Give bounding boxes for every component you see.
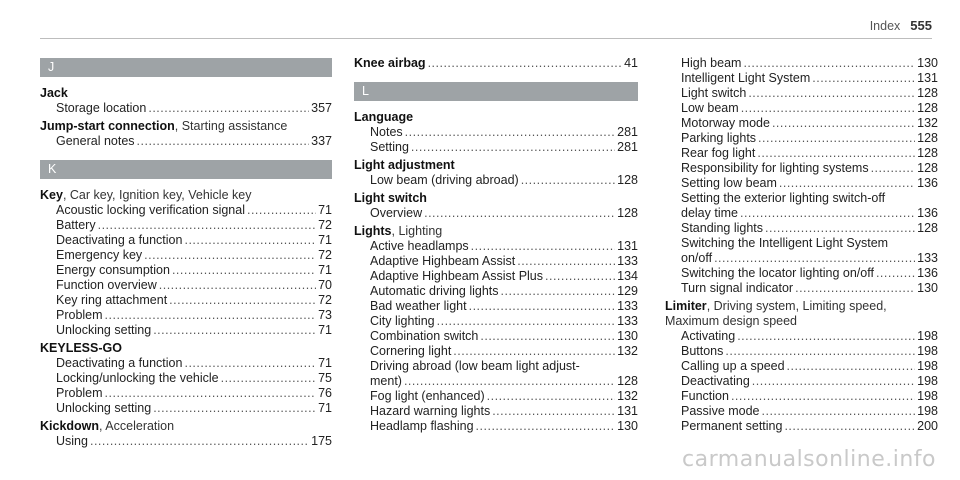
index-subentry-text: Function — [681, 389, 729, 403]
index-entry — [40, 119, 332, 149]
index-subentry — [40, 263, 332, 278]
index-subentry — [665, 101, 938, 116]
index-subentry-text: Locking/unlocking the vehicle — [56, 371, 219, 385]
dot-leader — [153, 401, 316, 416]
dot-leader — [476, 419, 616, 434]
dot-leader — [871, 161, 916, 176]
index-subentry — [354, 269, 638, 284]
dot-leader — [137, 134, 310, 149]
dot-leader — [428, 56, 623, 71]
index-subentry-text: Combination switch — [370, 329, 479, 343]
cross-references: Maximum design speed — [665, 314, 798, 328]
page-ref: 132 — [617, 389, 638, 403]
dot-leader — [105, 386, 317, 401]
index-subentry — [40, 371, 332, 386]
index-term: Limiter — [665, 299, 707, 313]
header-section-title: Index — [869, 19, 901, 33]
index-subentry-text: Deactivating a function — [56, 356, 183, 370]
dot-leader — [492, 404, 615, 419]
dot-leader — [90, 434, 309, 449]
index-subentry — [665, 404, 938, 419]
index-subentry — [665, 56, 938, 71]
page-ref: 198 — [917, 329, 938, 343]
index-subentry-text: Permanent setting — [681, 419, 783, 433]
letter-heading: L — [354, 82, 638, 101]
index-subentry — [354, 404, 638, 419]
index-subentry-text: Responsibility for lighting systems — [681, 161, 869, 175]
page-ref: 136 — [917, 206, 938, 220]
page-ref: 131 — [617, 239, 638, 253]
page-ref: 71 — [318, 233, 332, 247]
index-subentry-text: Unlocking setting — [56, 323, 152, 337]
index-subentry-text: Standing lights — [681, 221, 764, 235]
index-subentry-text: Adaptive Highbeam Assist Plus — [370, 269, 544, 283]
index-subentry — [665, 281, 938, 296]
index-entry — [40, 86, 332, 116]
page-ref: 198 — [917, 404, 938, 418]
index-subentry — [665, 71, 938, 86]
index-entry-heading — [354, 224, 638, 239]
watermark: carmanualsonline.info — [682, 447, 936, 472]
page-ref: 71 — [318, 263, 332, 277]
dot-leader — [172, 263, 316, 278]
index-entry-heading — [354, 56, 638, 71]
index-subentry — [40, 386, 332, 401]
dot-leader — [453, 344, 615, 359]
index-subentry — [665, 419, 938, 434]
page-ref: 132 — [917, 116, 938, 130]
page-ref: 198 — [917, 389, 938, 403]
index-subentry — [40, 323, 332, 338]
dot-leader — [221, 371, 316, 386]
index-subentry-text: delay time — [681, 206, 738, 220]
dot-leader — [876, 266, 915, 281]
index-subentry — [665, 221, 938, 236]
index-term: Lights — [354, 224, 392, 238]
page-ref: 71 — [318, 323, 332, 337]
index-term: Language — [354, 110, 414, 124]
page-ref: 71 — [318, 203, 332, 217]
index-entry-heading — [665, 299, 938, 314]
page-ref: 337 — [311, 134, 332, 148]
page-ref: 130 — [917, 56, 938, 70]
page-ref: 136 — [917, 266, 938, 280]
index-subentry — [665, 206, 938, 221]
dot-leader — [501, 284, 616, 299]
page-ref: 133 — [917, 251, 938, 265]
index-subentry-text: Emergency key — [56, 248, 143, 262]
dot-leader — [184, 233, 316, 248]
index-subentry — [354, 125, 638, 140]
page-ref: 134 — [617, 269, 638, 283]
dot-leader — [159, 278, 316, 293]
page-ref: 175 — [311, 434, 332, 448]
index-subentry — [40, 278, 332, 293]
header-rule — [40, 38, 932, 39]
dot-leader — [740, 206, 915, 221]
page-ref: 71 — [318, 401, 332, 415]
index-subentry — [665, 251, 938, 266]
dot-leader — [404, 374, 615, 389]
page-ref: 128 — [917, 146, 938, 160]
index-subentry-text: Fog light (enhanced) — [370, 389, 485, 403]
dot-leader — [784, 419, 915, 434]
index-subentry-text: Deactivating — [681, 374, 750, 388]
index-subentry-text: Overview — [370, 206, 423, 220]
dot-leader — [487, 389, 615, 404]
index-subentry — [40, 401, 332, 416]
index-entry — [40, 188, 332, 338]
index-subentry-text: Motorway mode — [681, 116, 770, 130]
page-ref: 70 — [318, 278, 332, 292]
index-entry — [354, 191, 638, 221]
page-ref: 130 — [917, 281, 938, 295]
dot-leader — [247, 203, 316, 218]
dot-leader — [762, 404, 916, 419]
page-ref: 128 — [917, 161, 938, 175]
page-ref: 200 — [917, 419, 938, 433]
dot-leader — [105, 308, 317, 323]
page-ref: 198 — [917, 374, 938, 388]
index-subentry — [665, 329, 938, 344]
dot-leader — [153, 323, 316, 338]
index-subentry — [354, 314, 638, 329]
dot-leader — [741, 101, 915, 116]
dot-leader — [545, 269, 615, 284]
index-subentry-text: Deactivating a function — [56, 233, 183, 247]
index-subentry — [354, 329, 638, 344]
index-column-1 — [40, 56, 332, 449]
index-entry — [665, 299, 938, 434]
page-ref: 198 — [917, 359, 938, 373]
page-ref: 133 — [617, 254, 638, 268]
index-subentry — [40, 434, 332, 449]
page-ref: 281 — [617, 140, 638, 154]
index-subentry-text: Low beam — [681, 101, 739, 115]
index-term: Key — [40, 188, 63, 202]
index-entry — [354, 56, 638, 71]
page-ref: 76 — [318, 386, 332, 400]
cross-references: , Lighting — [391, 224, 443, 238]
index-entry-heading — [40, 188, 332, 203]
page-ref: 75 — [318, 371, 332, 385]
index-subentry — [665, 86, 938, 101]
dot-leader — [743, 56, 915, 71]
cross-references: , Driving system, Limiting speed, — [706, 299, 887, 313]
page-ref: 128 — [617, 173, 638, 187]
index-subentry-text: Active headlamps — [370, 239, 469, 253]
page-ref: 41 — [624, 56, 638, 70]
index-subentry-text: Function overview — [56, 278, 157, 292]
page-ref: 130 — [617, 329, 638, 343]
index-subentry-text: Storage location — [56, 101, 147, 115]
page-ref: 128 — [917, 86, 938, 100]
index-subentry-text: Energy consumption — [56, 263, 170, 277]
index-term: Kickdown — [40, 419, 100, 433]
index-subentry — [354, 389, 638, 404]
index-entry-heading — [354, 158, 638, 173]
index-subentry-text: Buttons — [681, 344, 724, 358]
index-subentry — [40, 233, 332, 248]
index-subentry-text: Automatic driving lights — [370, 284, 499, 298]
dot-leader — [469, 299, 616, 314]
index-subentry — [40, 218, 332, 233]
index-subentry — [40, 293, 332, 308]
index-subentry — [40, 308, 332, 323]
page-ref: 129 — [617, 284, 638, 298]
page-ref: 128 — [917, 221, 938, 235]
index-subentry-text: Passive mode — [681, 404, 760, 418]
index-subentry-text: Switching the locator lighting on/off — [681, 266, 874, 280]
dot-leader — [471, 239, 615, 254]
page-ref: 73 — [318, 308, 332, 322]
index-subentry — [354, 299, 638, 314]
page-ref: 198 — [917, 344, 938, 358]
index-subentry-text: Headlamp flashing — [370, 419, 474, 433]
index-subentry — [665, 176, 938, 191]
index-subentry — [40, 101, 332, 116]
index-entry-heading — [40, 119, 332, 134]
index-column-3 — [665, 56, 938, 434]
index-entry — [354, 110, 638, 155]
index-subentry-text: Calling up a speed — [681, 359, 785, 373]
dot-leader — [405, 125, 615, 140]
index-subentry — [40, 203, 332, 218]
index-entry-heading — [40, 341, 332, 356]
index-subentry-text: ment) — [370, 374, 402, 388]
index-entry — [354, 224, 638, 434]
dot-leader — [184, 356, 316, 371]
dot-leader — [748, 86, 915, 101]
index-subentry — [665, 146, 938, 161]
index-subentry-text: City lighting — [370, 314, 435, 328]
index-subentry — [354, 173, 638, 188]
page-ref: 71 — [318, 356, 332, 370]
dot-leader — [725, 344, 915, 359]
index-term: Knee airbag — [354, 56, 426, 70]
page-ref: 132 — [617, 344, 638, 358]
index-subentry — [40, 248, 332, 263]
index-subentry — [354, 344, 638, 359]
page-ref: 128 — [917, 101, 938, 115]
index-subentry — [354, 206, 638, 221]
index-subentry — [665, 359, 938, 374]
index-subentry — [354, 254, 638, 269]
letter-heading: K — [40, 160, 332, 179]
index-entry — [354, 158, 638, 188]
index-term: Light switch — [354, 191, 427, 205]
index-subentry — [665, 389, 938, 404]
index-subentry — [40, 356, 332, 371]
dot-leader — [731, 389, 915, 404]
page-header — [870, 18, 932, 33]
dot-leader — [437, 314, 616, 329]
index-subentry-text: Switching the Intelligent Light System — [681, 236, 889, 250]
page-ref: 128 — [617, 374, 638, 388]
page-ref: 128 — [917, 131, 938, 145]
dot-leader — [480, 329, 615, 344]
index-subentry-text: Problem — [56, 386, 103, 400]
index-subentry-text: Hazard warning lights — [370, 404, 491, 418]
page-number: 555 — [910, 18, 932, 33]
index-subentry — [665, 131, 938, 146]
dot-leader — [758, 131, 915, 146]
dot-leader — [752, 374, 915, 389]
index-term: Jump-start connection — [40, 119, 175, 133]
page-ref: 136 — [917, 176, 938, 190]
index-entry — [40, 419, 332, 449]
page-ref: 130 — [617, 419, 638, 433]
dot-leader — [737, 329, 915, 344]
index-entry-heading — [40, 86, 332, 101]
index-subentry — [354, 284, 638, 299]
index-subentry — [354, 140, 638, 155]
index-subentry — [665, 116, 938, 131]
index-subentry-text: Setting the exterior lighting switch-off — [681, 191, 886, 205]
page-ref: 72 — [318, 218, 332, 232]
dot-leader — [148, 101, 309, 116]
index-subentry-text: Problem — [56, 308, 103, 322]
dot-leader — [169, 293, 316, 308]
dot-leader — [144, 248, 316, 263]
index-term: Light adjustment — [354, 158, 455, 172]
index-subentry-text: Acoustic locking verification signal — [56, 203, 245, 217]
index-term: Jack — [40, 86, 68, 100]
index-subentry-text: Low beam (driving abroad) — [370, 173, 519, 187]
index-subentry-text: Unlocking setting — [56, 401, 152, 415]
index-subentry-text: Rear fog light — [681, 146, 756, 160]
index-subentry-text: Using — [56, 434, 88, 448]
index-subentry — [665, 161, 938, 176]
letter-heading: J — [40, 58, 332, 77]
index-subentry-text: Adaptive Highbeam Assist — [370, 254, 516, 268]
index-subentry-text: Cornering light — [370, 344, 452, 358]
index-column-2 — [354, 56, 638, 434]
cross-references: , Acceleration — [99, 419, 175, 433]
index-subentry — [665, 374, 938, 389]
index-subentry-text: on/off — [681, 251, 713, 265]
dot-leader — [411, 140, 615, 155]
dot-leader — [765, 221, 915, 236]
index-subentry-text: Driving abroad (low beam light adjust- — [370, 359, 580, 373]
index-entry-continued — [665, 56, 938, 296]
index-subentry — [354, 374, 638, 389]
index-subentry-text: High beam — [681, 56, 742, 70]
cross-references: , Starting assistance — [174, 119, 288, 133]
index-subentry-text: Turn signal indicator — [681, 281, 794, 295]
page-ref: 133 — [617, 299, 638, 313]
index-subentry-text: Setting low beam — [681, 176, 777, 190]
dot-leader — [521, 173, 615, 188]
dot-leader — [812, 71, 915, 86]
cross-references: , Car key, Ignition key, Vehicle key — [62, 188, 252, 202]
index-subentry-text: Notes — [370, 125, 403, 139]
index-subentry — [40, 134, 332, 149]
index-subentry-text: Activating — [681, 329, 736, 343]
page-ref: 131 — [917, 71, 938, 85]
index-entry-heading — [354, 191, 638, 206]
index-subentry-text: Bad weather light — [370, 299, 467, 313]
index-subentry-text: Battery — [56, 218, 96, 232]
index-subentry — [665, 344, 938, 359]
page-ref: 131 — [617, 404, 638, 418]
index-subentry-text: Intelligent Light System — [681, 71, 811, 85]
index-subentry-text: Setting — [370, 140, 409, 154]
index-term: KEYLESS-GO — [40, 341, 122, 355]
index-subentry — [354, 239, 638, 254]
dot-leader — [779, 176, 915, 191]
dot-leader — [795, 281, 915, 296]
page-ref: 72 — [318, 293, 332, 307]
index-subentry — [665, 266, 938, 281]
index-subentry-text: Parking lights — [681, 131, 757, 145]
page-ref: 281 — [617, 125, 638, 139]
index-subentry — [354, 419, 638, 434]
index-entry-heading — [354, 110, 638, 125]
dot-leader — [424, 206, 615, 221]
page-ref: 357 — [311, 101, 332, 115]
dot-leader — [772, 116, 915, 131]
index-entry-heading — [40, 419, 332, 434]
dot-leader — [714, 251, 915, 266]
page-ref: 128 — [617, 206, 638, 220]
index-subentry-text: General notes — [56, 134, 135, 148]
dot-leader — [98, 218, 316, 233]
page-ref: 72 — [318, 248, 332, 262]
dot-leader — [757, 146, 915, 161]
index-entry — [40, 341, 332, 416]
dot-leader — [517, 254, 615, 269]
index-subentry-text: Key ring attachment — [56, 293, 168, 307]
dot-leader — [787, 359, 916, 374]
page-ref: 133 — [617, 314, 638, 328]
index-subentry-text: Light switch — [681, 86, 747, 100]
